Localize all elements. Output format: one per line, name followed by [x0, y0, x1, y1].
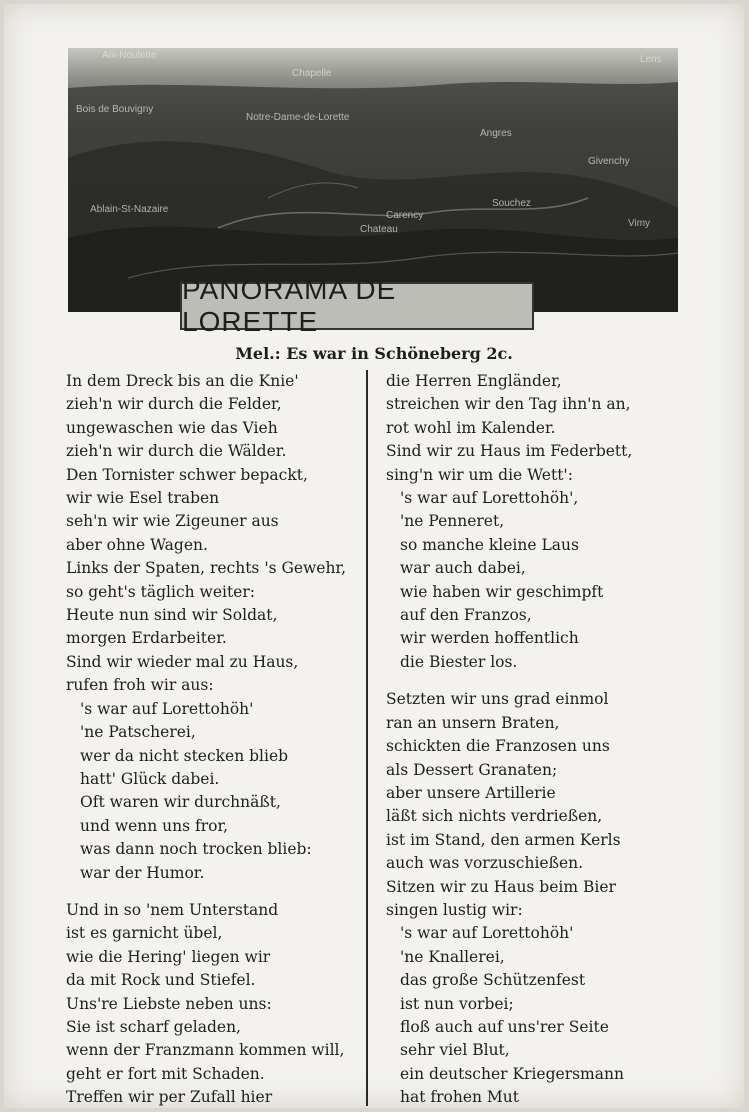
poem-line: rot wohl im Kalender.	[386, 418, 556, 437]
poem-line: hatt' Glück dabei.	[80, 769, 220, 788]
poem-line: 's war auf Lorettohöh',	[400, 489, 579, 508]
poem-line: singen lustig wir:	[386, 900, 523, 919]
poem-line: Setzten wir uns grad einmol	[386, 690, 609, 709]
poem-line: zieh'n wir durch die Felder,	[66, 395, 282, 414]
poem-line: das große Schützenfest	[400, 971, 586, 990]
place-label: Ablain-St-Nazaire	[90, 204, 169, 215]
poem-line: ist im Stand, den armen Kerls	[386, 830, 621, 849]
poem-line: Links der Spaten, rechts 's Gewehr,	[66, 559, 347, 578]
poem-line: wir werden hoffentlich	[400, 629, 579, 648]
poem-line: In dem Dreck bis an die Knie'	[66, 372, 299, 390]
poem-line: war auch dabei,	[400, 559, 526, 578]
poem-line: da mit Rock und Stiefel.	[66, 971, 256, 990]
poem-line: als Dessert Granaten;	[386, 760, 558, 779]
poem-line: wer da nicht stecken blieb	[80, 746, 289, 765]
poem-line: hat frohen Mut	[400, 1088, 520, 1107]
place-label: Notre-Dame-de-Lorette	[246, 112, 350, 123]
poem-line: sehr viel Blut,	[400, 1041, 510, 1060]
poem-line: floß auch auf uns'rer Seite	[400, 1017, 609, 1036]
poem-line: so manche kleine Laus	[400, 535, 579, 554]
poem-line: Uns're Liebste neben uns:	[66, 994, 272, 1013]
place-label: Angres	[480, 128, 512, 139]
poem-line: ran an unsern Braten,	[386, 713, 560, 732]
poem-line: aber unsere Artillerie	[386, 783, 556, 802]
poem-line: schickten die Franzosen uns	[386, 737, 610, 756]
poem-line: läßt sich nichts verdrießen,	[386, 807, 603, 826]
poem-line: auch was vorzuschießen.	[386, 854, 584, 873]
poem-line: war der Humor.	[80, 863, 205, 882]
column-divider	[366, 370, 368, 1106]
poem-line: ist es garnicht übel,	[66, 924, 223, 943]
poem-line: die Biester los.	[400, 652, 518, 671]
place-label: Chapelle	[292, 68, 332, 79]
poem-line: die Herren Engländer,	[386, 372, 562, 390]
panorama-title-banner: PANORAMA DE LORETTE	[180, 282, 534, 330]
place-label: Bois de Bouvigny	[76, 104, 154, 115]
poem-line: 's war auf Lorettohöh'	[400, 924, 574, 943]
poem-line: wie die Hering' liegen wir	[66, 947, 271, 966]
place-label: Carency	[386, 210, 424, 221]
poem-line: geht er fort mit Schaden.	[66, 1064, 265, 1083]
place-label: Givenchy	[588, 156, 630, 167]
poem-line: ist nun vorbei;	[400, 994, 514, 1013]
place-label: Souchez	[492, 198, 531, 209]
poem-line: streichen wir den Tag ihn'n an,	[386, 395, 631, 414]
poem-line: so geht's täglich weiter:	[66, 582, 255, 601]
poem-line: was dann noch trocken blieb:	[80, 840, 312, 859]
place-label: Lens	[640, 54, 662, 65]
postcard	[4, 4, 744, 1108]
poem-line: und wenn uns fror,	[80, 816, 229, 835]
poem-line: 's war auf Lorettohöh'	[80, 699, 254, 718]
poem-line: wenn der Franzmann kommen will,	[66, 1041, 345, 1060]
melody-heading: Mel.: Es war in Schöneberg 2c.	[235, 344, 513, 363]
panorama-photo	[68, 48, 678, 312]
poem-line: morgen Erdarbeiter.	[66, 629, 227, 648]
poem-line: 'ne Patscherei,	[80, 723, 196, 742]
place-label: Vimy	[628, 218, 651, 229]
poem-line: aber ohne Wagen.	[66, 535, 208, 554]
poem-line: Sind wir wieder mal zu Haus,	[66, 652, 299, 671]
poem-line: Heute nun sind wir Soldat,	[66, 606, 278, 625]
poem-line: Und in so 'nem Unterstand	[66, 900, 279, 919]
poem-line: Sitzen wir zu Haus beim Bier	[386, 877, 616, 896]
place-label: Chateau	[360, 224, 398, 235]
poem-line: ein deutscher Kriegersmann	[400, 1064, 624, 1083]
poem-line: rufen froh wir aus:	[66, 676, 214, 695]
poem-line: seh'n wir wie Zigeuner aus	[66, 512, 279, 531]
poem-line: Treffen wir per Zufall hier	[66, 1088, 273, 1107]
poem-line: Den Tornister schwer bepackt,	[66, 465, 308, 484]
poem-line: sing'n wir um die Wett':	[386, 465, 573, 484]
poem-right-column	[386, 370, 716, 1108]
poem-line: Sind wir zu Haus im Federbett,	[386, 442, 633, 461]
poem-line: zieh'n wir durch die Wälder.	[66, 442, 287, 461]
landscape-illustration	[68, 48, 678, 312]
poem-line: 'ne Penneret,	[400, 512, 505, 531]
poem-line: wir wie Esel traben	[66, 489, 220, 508]
poem-left-column	[66, 370, 356, 1108]
poem-line: 'ne Knallerei,	[400, 947, 505, 966]
poem-line: Sie ist scharf geladen,	[66, 1017, 241, 1036]
place-label: Aix-Noulette	[102, 50, 157, 61]
poem-line: auf den Franzos,	[400, 606, 532, 625]
poem-line: Oft waren wir durchnäßt,	[80, 793, 281, 812]
poem-line: ungewaschen wie das Vieh	[66, 418, 278, 437]
poem-line: wie haben wir geschimpft	[400, 582, 604, 601]
